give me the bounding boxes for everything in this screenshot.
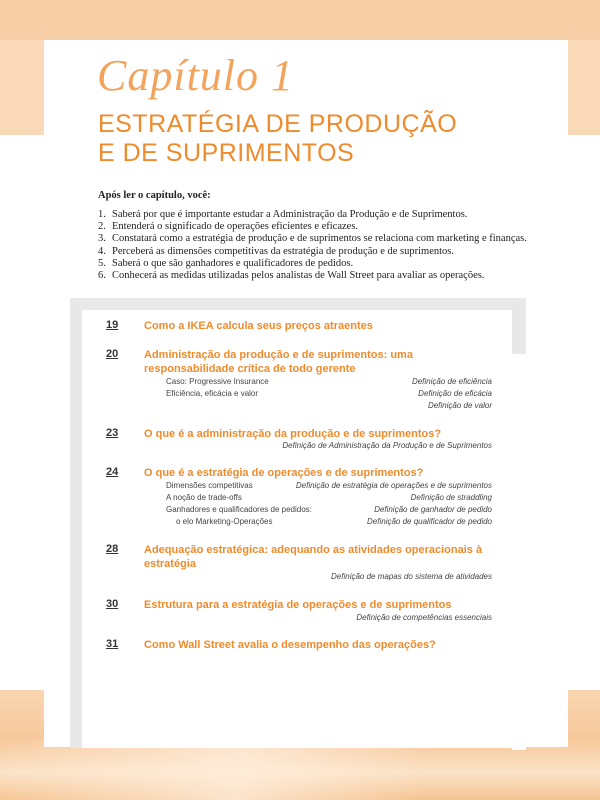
objective-number: 3.: [98, 233, 106, 245]
toc-entry-title: Estrutura para a estratégia de operações e de suprimentos: [144, 599, 452, 611]
objective-number: 6.: [98, 270, 106, 282]
toc-entry-title: Como a IKEA calcula seus preços atraentes: [144, 320, 373, 332]
objectives-heading: Após ler o capítulo, você:: [98, 190, 211, 201]
toc-entry-title: Adequação estratégica: adequando as atividades operacionais à estratégia: [144, 544, 483, 570]
objective-text: Conhecerá as medidas utilizadas pelos analistas de Wall Street para avaliar as operações.: [112, 270, 485, 282]
toc-entry-title: O que é a estratégia de operações e de suprimentos?: [144, 467, 424, 479]
toc-definition: Definição de eficiência: [411, 377, 492, 386]
toc-panel-edge: [512, 354, 526, 750]
toc-entry-title: Administração da produção e de suprimentos: uma responsabilidade crítica de todo gerente: [144, 349, 413, 375]
toc-page-number: 31: [106, 638, 119, 650]
toc-page-number: 19: [106, 319, 119, 331]
toc-definition: Definição de valor: [427, 401, 492, 410]
chapter-title: [98, 110, 457, 168]
toc-subtopic: o elo Marketing-Operações: [176, 517, 273, 526]
chapter-title-line-2: E DE SUPRIMENTOS: [98, 139, 355, 167]
objective-text: Entenderá o significado de operações eficientes e eficazes.: [112, 221, 359, 233]
chapter-title-line-1: ESTRATÉGIA DE PRODUÇÃO: [98, 110, 458, 138]
toc-page-number: 28: [106, 543, 119, 555]
toc-page-number: 24: [106, 466, 119, 478]
toc-definition: Definição de ganhador de pedido: [374, 505, 492, 514]
toc-subtopic: Caso: Progressive Insurance: [166, 377, 269, 386]
toc-entry-title: O que é a administração da produção e de suprimentos?: [144, 428, 442, 440]
chapter-heading: Capítulo 1: [97, 51, 295, 100]
toc-page-number: 20: [106, 348, 119, 360]
toc-definition: Definição de mapas do sistema de atividades: [331, 572, 492, 581]
toc-definition: Definição de Administração da Produção e de Suprimentos: [282, 441, 492, 450]
objective-text: Saberá o que são ganhadores e qualificadores de pedidos.: [112, 257, 354, 269]
objective-item: [98, 209, 538, 221]
objective-item: [98, 233, 538, 245]
background-top-band: [0, 0, 600, 40]
objective-text: Constatará como a estratégia de produção e de suprimentos se relaciona com marketing e finanças.: [112, 233, 527, 245]
toc-subtopic: Ganhadores e qualificadores de pedidos:: [166, 505, 312, 514]
objective-item: [98, 270, 538, 282]
toc-subtopic: A noção de trade-offs: [166, 493, 242, 502]
toc-definition: Definição de competências essenciais: [356, 613, 492, 622]
objective-number: 1.: [98, 209, 106, 220]
toc-entry-title: Como Wall Street avalia o desempenho das operações?: [144, 639, 436, 651]
toc-page-number: 30: [106, 598, 119, 610]
toc-definition: Definição de estratégia de operações e de suprimentos: [295, 481, 492, 490]
objective-number: 4.: [98, 245, 106, 257]
objectives-list: [98, 209, 538, 282]
toc-definition: Definição de eficácia: [418, 389, 492, 398]
objective-number: 2.: [98, 221, 106, 233]
toc-subtopic: Eficiência, eficácia e valor: [166, 389, 259, 398]
objective-item: [98, 246, 538, 258]
objective-item: [98, 221, 538, 233]
objective-text: Perceberá as dimensões competitivas da estratégia de produção e de suprimentos.: [112, 245, 455, 257]
toc-definition: Definição de qualificador de pedido: [367, 517, 492, 526]
objective-number: 5.: [98, 257, 106, 269]
toc-definition: Definição de straddling: [410, 493, 492, 502]
background-bottom-swirl: [0, 740, 600, 800]
toc-page-number: 23: [106, 427, 119, 439]
learning-objectives: [98, 190, 538, 282]
toc-subtopic: Dimensões competitivas: [166, 481, 253, 490]
objective-item: [98, 258, 538, 270]
objective-text: Saberá por que é importante estudar a Administração da Produção e de Suprimentos.: [112, 209, 468, 220]
